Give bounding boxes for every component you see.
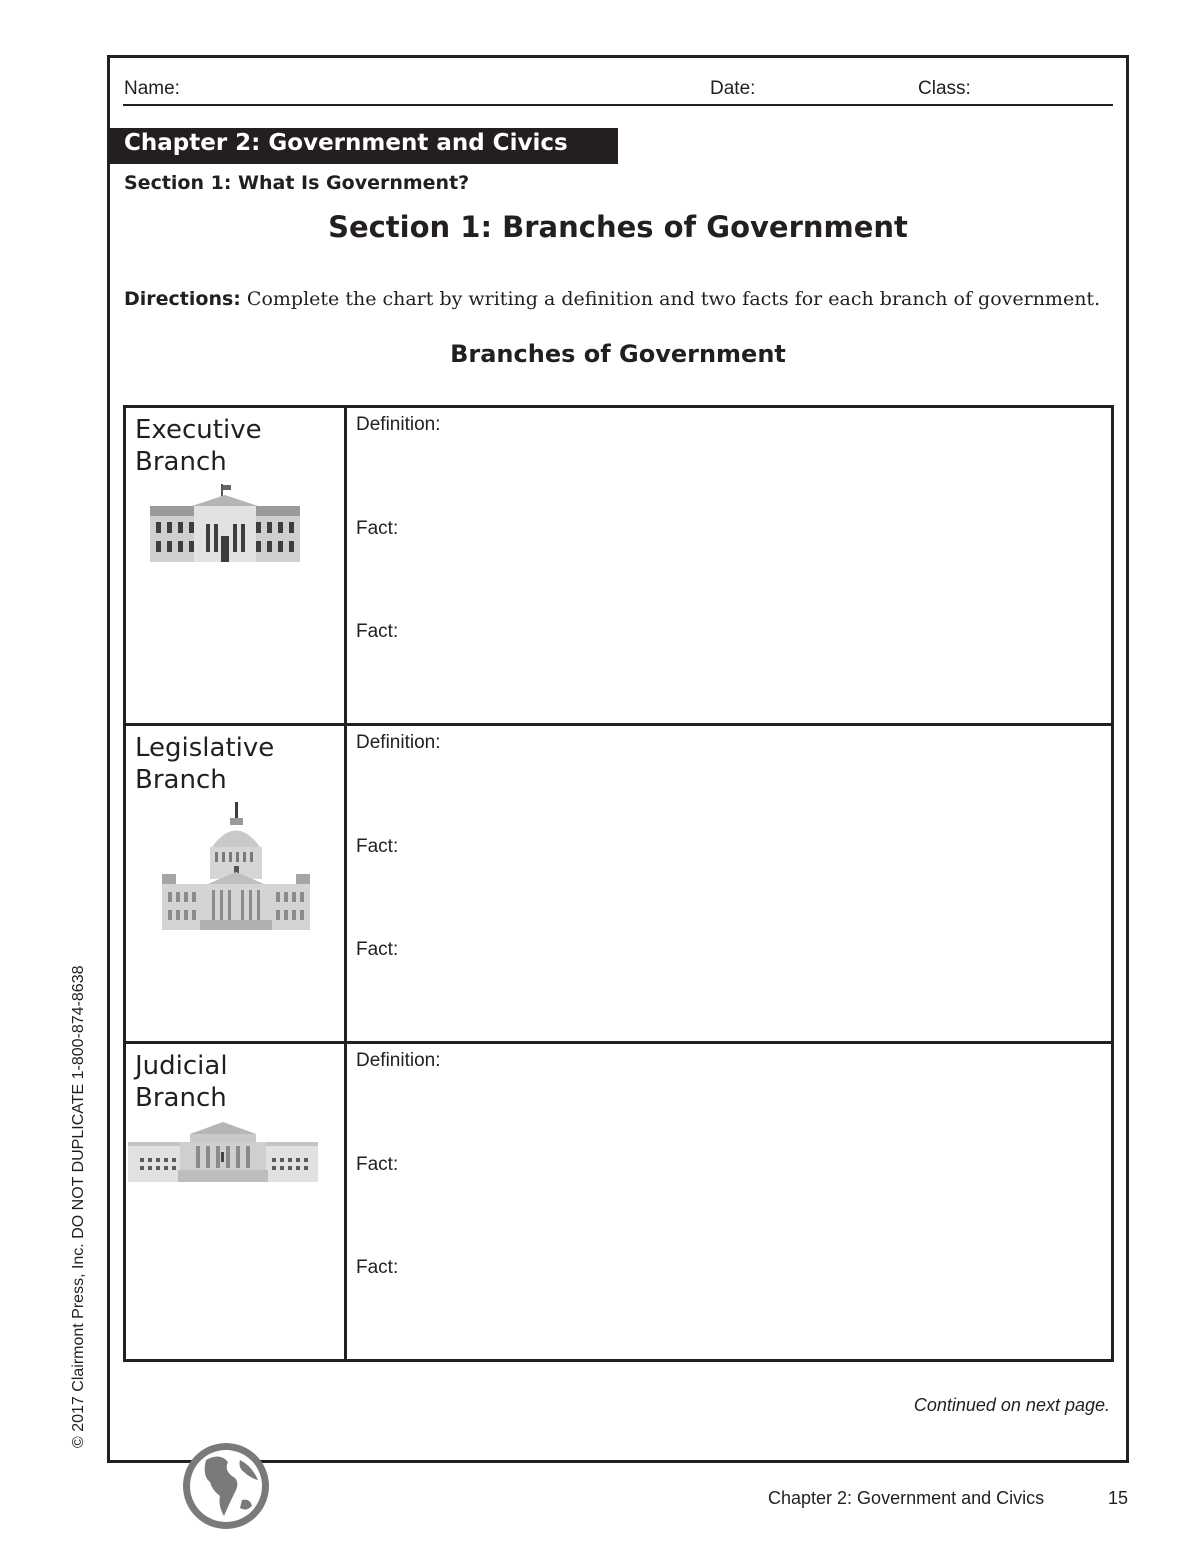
- branch-name: Executive Branch: [135, 415, 262, 477]
- branch-answer-cell: [346, 1043, 1113, 1361]
- definition-label: Definition:: [356, 1050, 441, 1071]
- fact-label: Fact:: [356, 1154, 399, 1175]
- branch-row-executive: [125, 407, 1113, 725]
- branch-name: Legislative Branch: [135, 733, 275, 795]
- directions-text: Complete the chart by writing a definition and two facts for each branch of government.: [240, 288, 1101, 310]
- branch-row-judicial: [125, 1043, 1113, 1361]
- page-number: 15: [1108, 1488, 1129, 1508]
- copyright-notice: © 2017 Clairmont Press, Inc. DO NOT DUPLICATE 1-800-874-8638: [70, 965, 87, 1448]
- globe-icon: [180, 1440, 272, 1532]
- branch-name-cell: [125, 725, 346, 1043]
- branch-answer-cell: [346, 725, 1113, 1043]
- fact-label: Fact:: [356, 518, 399, 539]
- definition-label: Definition:: [356, 414, 441, 435]
- branch-name-cell: [125, 407, 346, 725]
- branch-row-legislative: [125, 725, 1113, 1043]
- fact-label: Fact:: [356, 1257, 399, 1278]
- date-label: Date:: [710, 78, 756, 99]
- directions-label: Directions:: [124, 288, 241, 310]
- student-info-header: [123, 76, 1113, 106]
- name-label: Name:: [124, 78, 180, 99]
- branch-name: Judicial Branch: [135, 1051, 228, 1113]
- section-subtitle: Section 1: What Is Government?: [124, 172, 470, 194]
- fact-label: Fact:: [356, 836, 399, 857]
- fact-label: Fact:: [356, 621, 399, 642]
- section-title: Section 1: Branches of Government: [328, 210, 908, 244]
- branch-name-cell: [125, 1043, 346, 1361]
- white-house-icon: [140, 484, 310, 574]
- supreme-court-icon: [128, 1120, 328, 1184]
- directions: [124, 288, 1100, 310]
- branch-answer-cell: [346, 407, 1113, 725]
- chapter-banner: Chapter 2: Government and Civics: [110, 128, 618, 164]
- branches-chart: [123, 405, 1114, 1362]
- capitol-building-icon: [140, 802, 310, 932]
- footer-chapter-title: Chapter 2: Government and Civics: [768, 1488, 1045, 1508]
- continued-note: Continued on next page.: [913, 1395, 1110, 1415]
- chart-title: Branches of Government: [450, 340, 786, 368]
- class-label: Class:: [918, 78, 971, 99]
- definition-label: Definition:: [356, 732, 441, 753]
- fact-label: Fact:: [356, 939, 399, 960]
